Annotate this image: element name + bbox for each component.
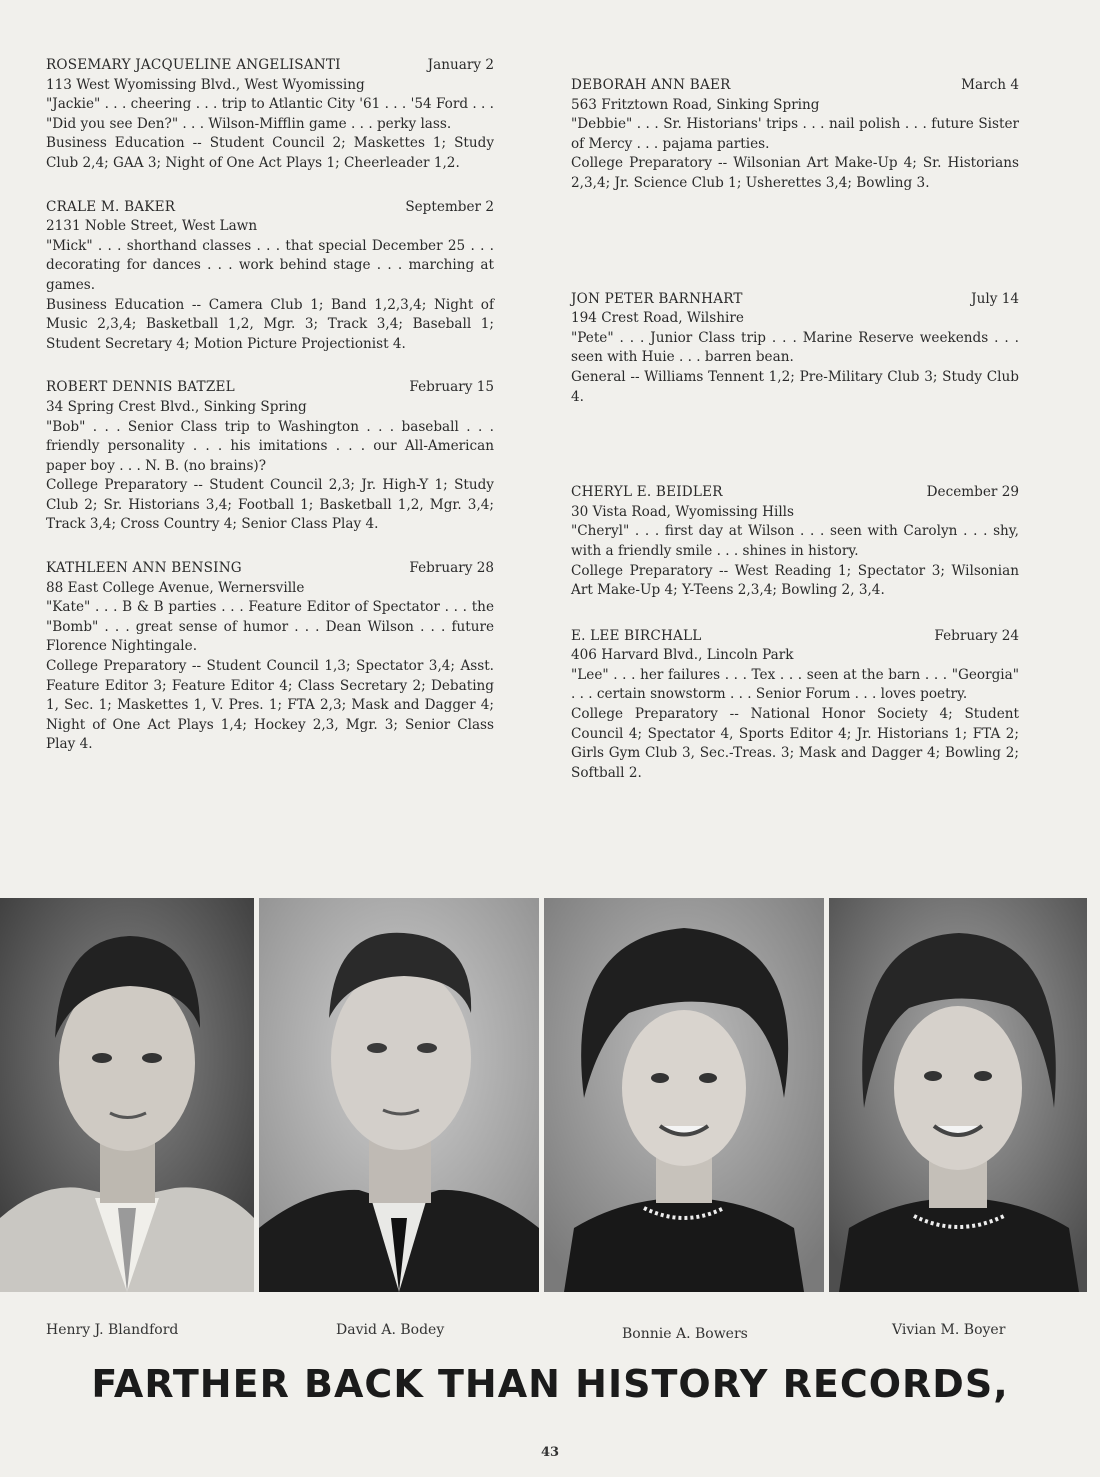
student-name: ROSEMARY JACQUELINE ANGELISANTI: [46, 57, 341, 73]
activities: College Preparatory -- Student Council 1,3; Spectator 3,4; Asst. Feature Editor 3; Feature Editor 4; Class Secretary 2; Debating 1, Sec. 1; Maskettes 1, V. Pres. 1; FTA 2,3; Mask and Dagger 4; Night of One Act Plays 1,4; Hockey 2,3, Mgr. 3; Senior Class Play 4.: [46, 658, 494, 753]
photo-caption: Bonnie A. Bowers: [622, 1326, 748, 1342]
quote: "Debbie" . . . Sr. Historians' trips . . . nail polish . . . future Sister of Mercy . . . pajama parties.: [571, 116, 1019, 152]
quote: "Mick" . . . shorthand classes . . . that special December 25 . . . decorating for dances . . . work behind stage . . . marching at games.: [46, 237, 494, 293]
address: 2131 Noble Street, West Lawn: [46, 218, 258, 235]
address: 563 Fritztown Road, Sinking Spring: [571, 96, 820, 113]
activities: College Preparatory -- Wilsonian Art Make-Up 4; Sr. Historians 2,3,4; Jr. Science Club 1; Usherettes 3,4; Bowling 3.: [571, 155, 1019, 191]
senior-entry: [46, 559, 494, 755]
student-name: KATHLEEN ANN BENSING: [46, 560, 242, 577]
page-headline: FARTHER BACK THAN HISTORY RECORDS,: [91, 1362, 1009, 1406]
address: 113 West Wyomissing Blvd., West Wyomissing: [46, 76, 365, 93]
portrait-photo: [259, 898, 539, 1292]
birthday: February 28: [409, 560, 494, 577]
student-name: DEBORAH ANN BAER: [571, 77, 731, 93]
address: 194 Crest Road, Wilshire: [571, 310, 744, 327]
right-column: [571, 76, 1019, 807]
senior-entry: [571, 76, 1019, 194]
activities: College Preparatory -- Student Council 2,3; Jr. High-Y 1; Study Club 2; Sr. Historians 3,4; Football 1; Basketball 1,2, Mgr. 3,4; Track 3,4; Cross Country 4; Senior Class Play 4.: [46, 477, 494, 533]
activities: College Preparatory -- National Honor Society 4; Student Council 4; Spectator 4, Sports Editor 4; Jr. Historians 1; FTA 2; Girls Gym Club 3, Sec.-Treas. 3; Mask and Dagger 4; Bowling 2; Softball 2.: [571, 706, 1019, 781]
birthday: February 15: [409, 379, 494, 396]
portrait-photo: [544, 898, 824, 1292]
quote: "Pete" . . . Junior Class trip . . . Marine Reserve weekends . . . seen with Huie . . . barren bean.: [571, 329, 1019, 366]
portrait-photo: [0, 898, 254, 1292]
student-name: JON PETER BARNHART: [571, 290, 743, 307]
student-name: E. LEE BIRCHALL: [571, 627, 702, 644]
left-column: [46, 56, 494, 779]
quote: "Cheryl" . . . first day at Wilson . . . seen with Carolyn . . . shy, with a friendly smile . . . shines in history.: [571, 523, 1019, 559]
activities: Business Education -- Student Council 2; Maskettes 1; Study Club 2,4; GAA 3; Night of One Act Plays 1; Cheerleader 1,2.: [46, 135, 494, 171]
birthday: December 29: [926, 484, 1019, 501]
birthday: July 14: [971, 290, 1019, 307]
quote: "Bob" . . . Senior Class trip to Washington . . . baseball . . . friendly personality . . . his imitations . . . our All-American paper boy . . . N. B. (no brains)?: [46, 418, 494, 474]
page-number: 43: [540, 1445, 560, 1460]
quote: "Jackie" . . . cheering . . . trip to Atlantic City '61 . . . '54 Ford . . . "Did you see Den?" . . . Wilson-Mifflin game . . . perky lass.: [46, 96, 494, 132]
senior-entry: [46, 198, 494, 355]
student-name: CRALE M. BAKER: [46, 198, 176, 215]
senior-entry: [46, 378, 494, 535]
address: 406 Harvard Blvd., Lincoln Park: [571, 647, 794, 664]
senior-entry: [46, 56, 494, 174]
student-name: ROBERT DENNIS BATZEL: [46, 379, 235, 396]
senior-entry: [571, 627, 1019, 784]
portrait-photo: [829, 898, 1087, 1292]
quote: "Lee" . . . her failures . . . Tex . . . seen at the barn . . . "Georgia" . . . certain snowstorm . . . Senior Forum . . . loves poetry.: [571, 666, 1019, 703]
senior-entry: [571, 290, 1019, 408]
photo-caption: Vivian M. Boyer: [892, 1322, 1006, 1338]
portrait-strip: [0, 898, 1100, 1292]
birthday: March 4: [961, 77, 1019, 93]
quote: "Kate" . . . B & B parties . . . Feature Editor of Spectator . . . the "Bomb" . . . great sense of humor . . . Dean Wilson . . . future Florence Nightingale.: [46, 599, 494, 655]
activities: Business Education -- Camera Club 1; Band 1,2,3,4; Night of Music 2,3,4; Basketball 1,2, Mgr. 3; Track 3,4; Baseball 1; Student Secretary 4; Motion Picture Projectionist 4.: [46, 296, 494, 352]
birthday: February 24: [934, 627, 1019, 644]
birthday: January 2: [427, 57, 494, 73]
activities: General -- Williams Tennent 1,2; Pre-Military Club 3; Study Club 4.: [571, 368, 1019, 405]
address: 30 Vista Road, Wyomissing Hills: [571, 503, 795, 520]
address: 34 Spring Crest Blvd., Sinking Spring: [46, 398, 307, 415]
photo-caption: Henry J. Blandford: [46, 1322, 179, 1338]
photo-caption: David A. Bodey: [336, 1322, 445, 1338]
activities: College Preparatory -- West Reading 1; Spectator 3; Wilsonian Art Make-Up 4; Y-Teens 2,3,4; Bowling 2, 3,4.: [571, 562, 1019, 599]
student-name: CHERYL E. BEIDLER: [571, 484, 723, 501]
birthday: September 2: [405, 198, 494, 215]
address: 88 East College Avenue, Wernersville: [46, 579, 305, 596]
senior-entry: [571, 483, 1019, 601]
